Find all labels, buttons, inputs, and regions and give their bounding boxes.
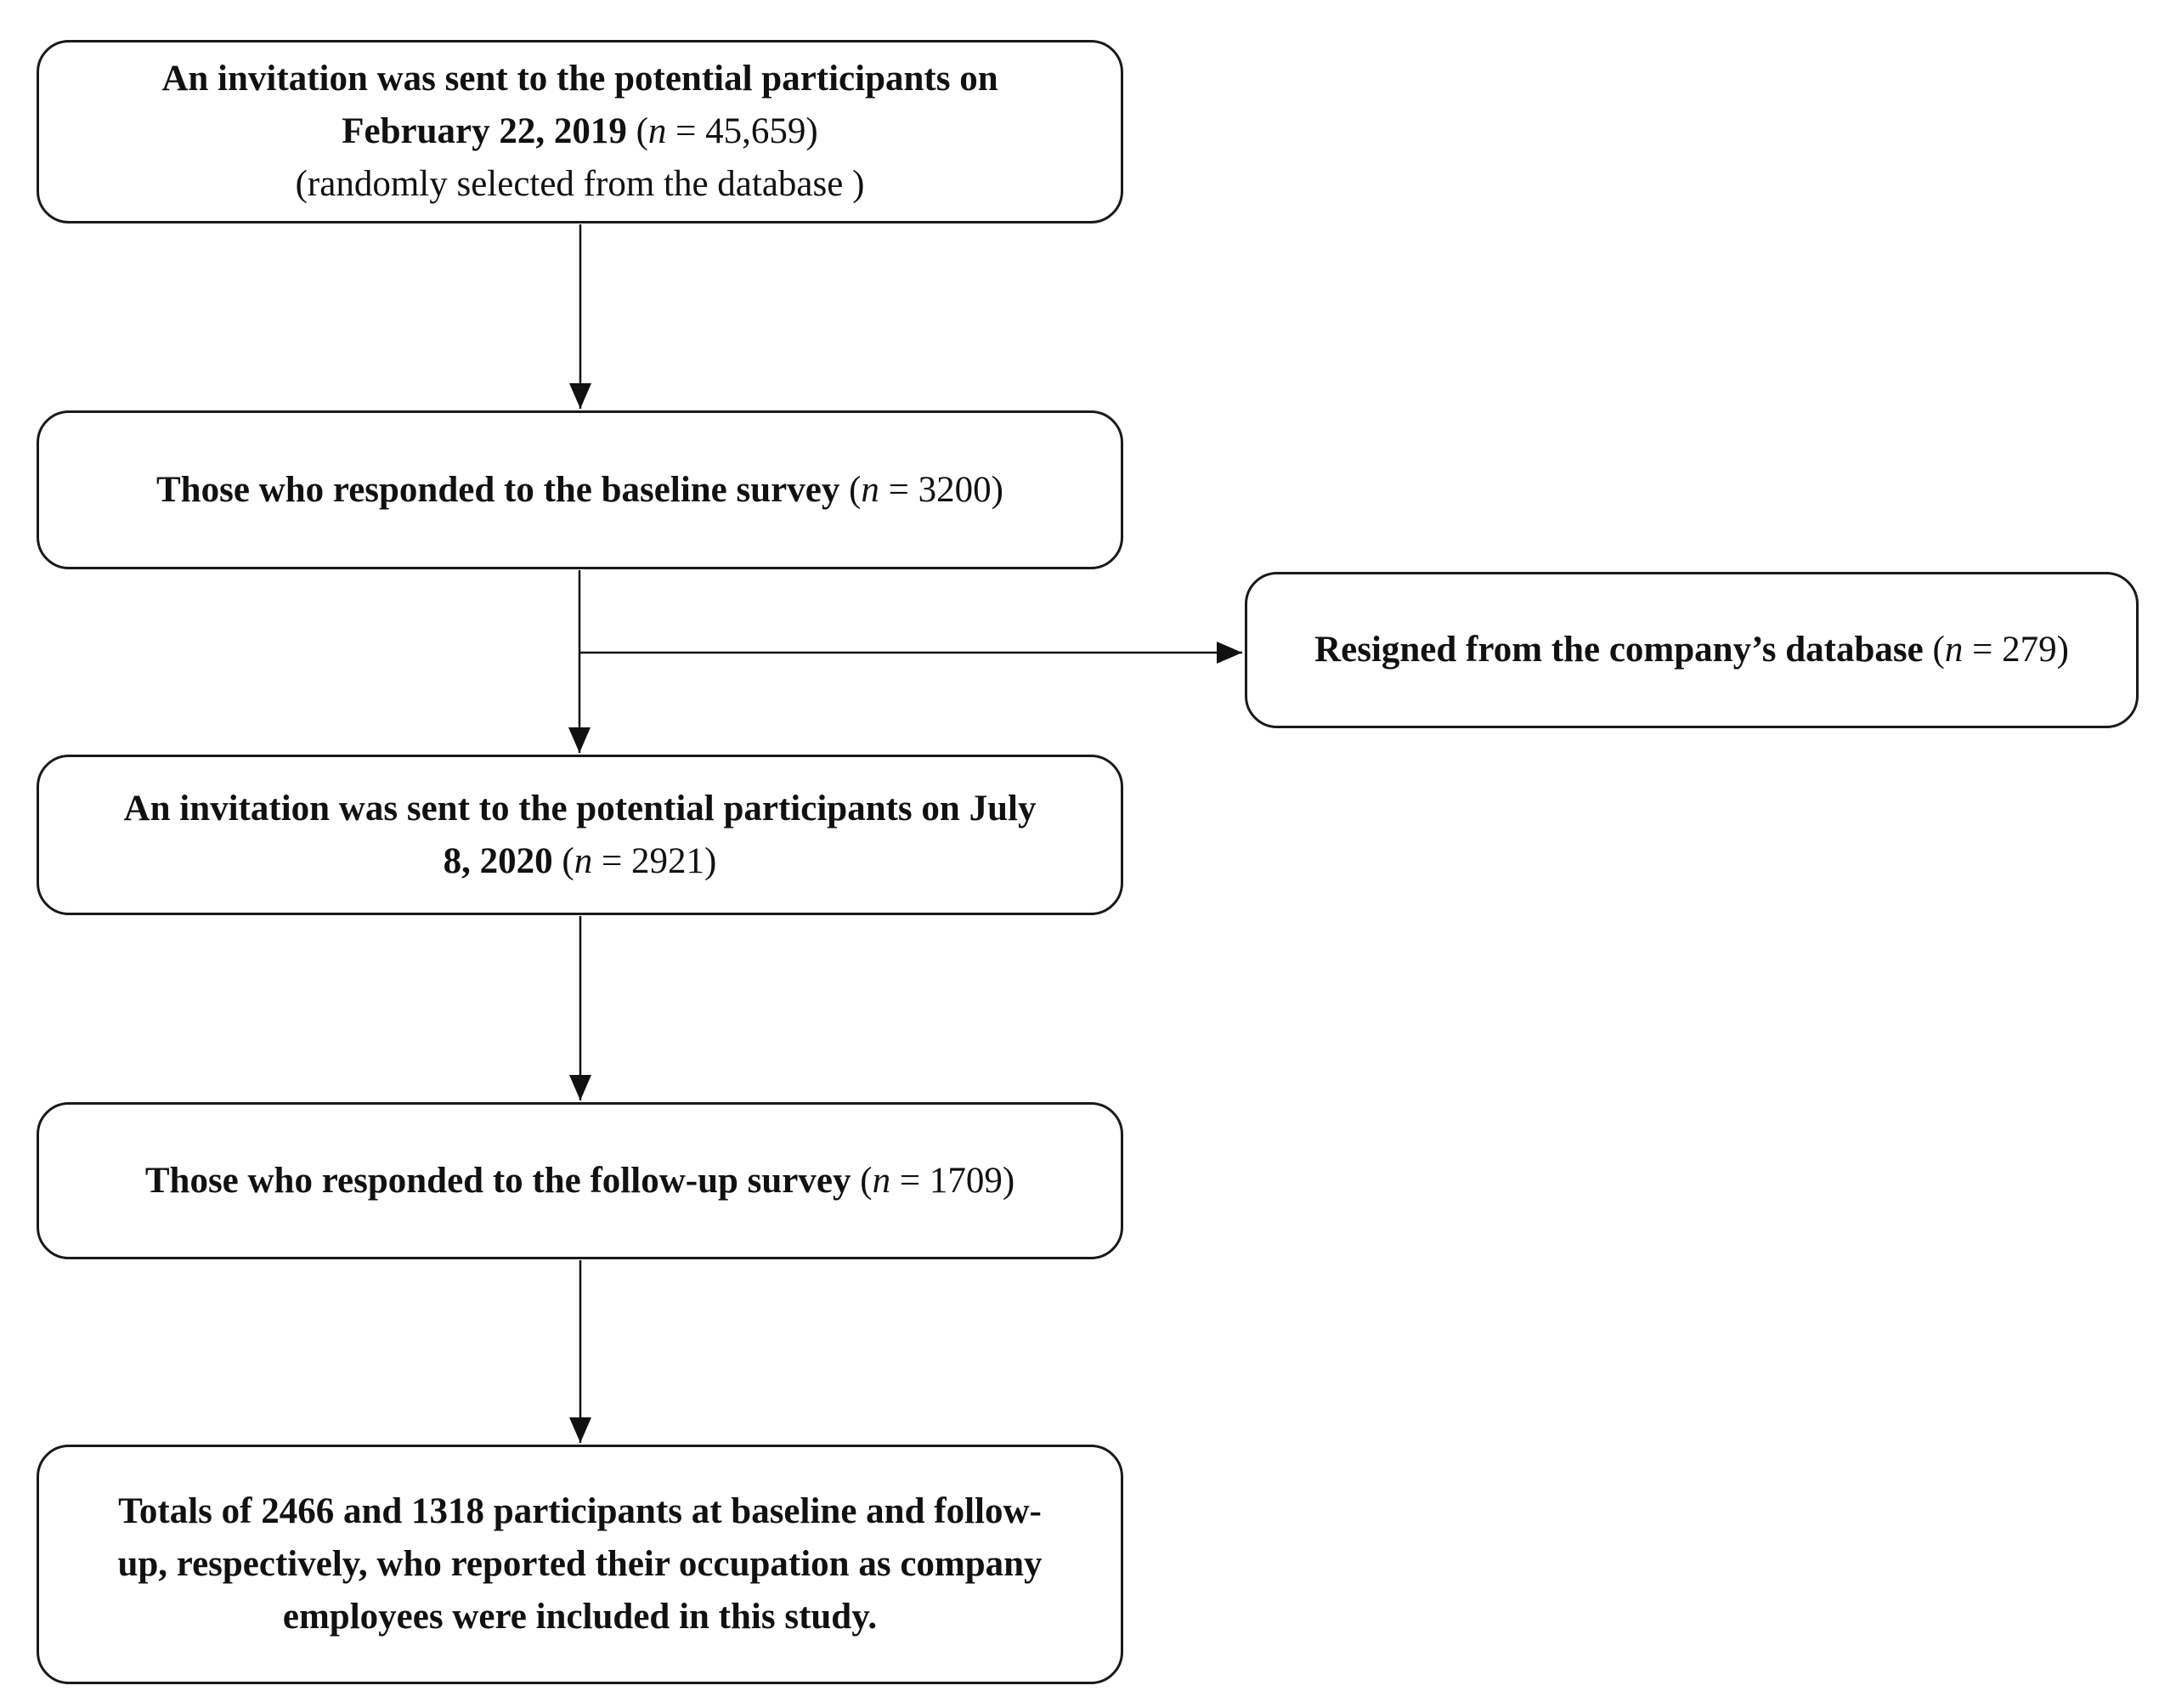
included-line1: Totals of 2466 and 1318 participants at baseline and follow-: [118, 1491, 1042, 1531]
flow-box-followup-survey: [37, 1102, 1123, 1259]
followup-survey-text: Those who responded to the follow-up survey (n = 1709): [144, 1160, 1015, 1201]
included-line2: up, respectively, who reported their occupation as company: [117, 1544, 1043, 1584]
resigned-text: Resigned from the company’s database (n = 279): [1314, 630, 2069, 670]
invitation-baseline-line2: February 22, 2019 (n = 45,659): [342, 111, 818, 151]
invitation-followup-line1: An invitation was sent to the potential participants on July: [123, 788, 1037, 829]
flow-box-baseline-survey: [37, 410, 1123, 569]
flow-box-invitation-baseline: [37, 40, 1123, 223]
invitation-followup-line2: 8, 2020 (n = 2921): [443, 840, 717, 881]
flow-box-resigned: [1245, 572, 2139, 728]
invitation-baseline-line3: (randomly selected from the database ): [295, 164, 865, 204]
invitation-baseline-line1: An invitation was sent to the potential participants on: [161, 59, 998, 99]
included-line3: employees were included in this study.: [282, 1597, 878, 1637]
flow-box-included: [37, 1445, 1123, 1684]
baseline-survey-text: Those who responded to the baseline survey (n = 3200): [156, 469, 1003, 510]
flow-box-invitation-followup: [37, 755, 1123, 915]
